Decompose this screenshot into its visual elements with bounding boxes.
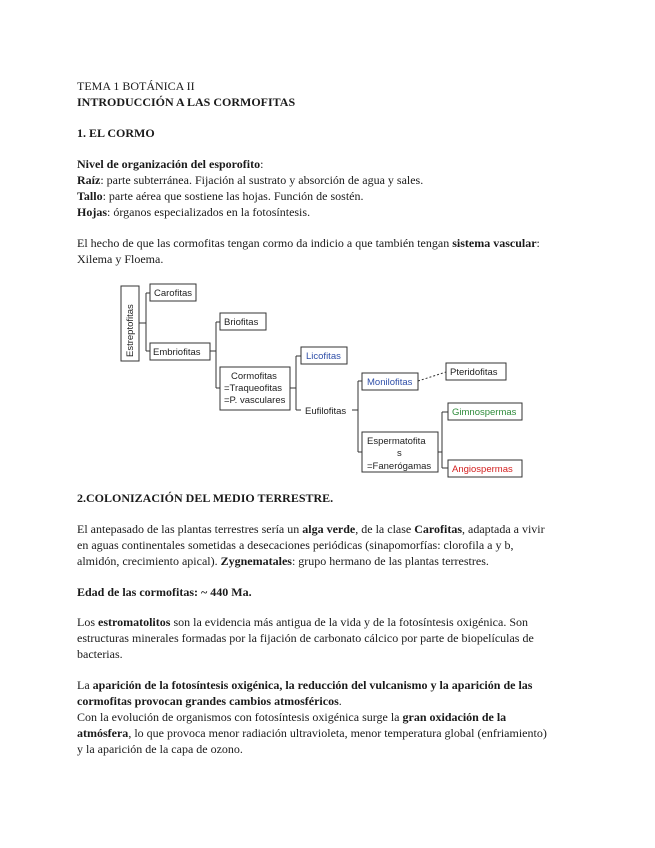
p4-line3: y la aparición de la capa de ozono. (77, 742, 243, 756)
cormofitas-label-2: =Traqueofitas (224, 383, 283, 394)
embriofitas-label: Embriofitas (153, 347, 201, 358)
p1-line2: en aguas continentales sometidas a desecaciones periódicas (sinapomorfías: clorofila a y b, (77, 538, 514, 552)
p2-c: son la evidencia más antigua de la vida y de la fotosíntesis oxigénica. Son (170, 615, 529, 629)
p4-line2-b: atmósfera (77, 726, 129, 740)
section-1-heading: 1. EL CORMO (77, 126, 155, 140)
p2-line1 (77, 614, 528, 630)
carofitas-label: Carofitas (154, 288, 193, 299)
p4-line1 (77, 709, 506, 725)
raiz-label: Raíz (77, 173, 101, 187)
tallo-text: : parte aérea que sostiene las hojas. Función de sostén. (102, 189, 364, 203)
p1-line1 (77, 521, 545, 537)
p1-line3-c: : grupo hermano de las plantas terrestres. (291, 554, 489, 568)
p3-line1 (77, 677, 532, 693)
espermatofitas-label-3: =Fanerógamas (367, 461, 432, 472)
tallo-label: Tallo (77, 189, 103, 203)
espermatofitas-label-2: s (397, 448, 402, 459)
angiospermas-label: Angiospermas (452, 464, 513, 475)
p1-c: , de la clase (355, 522, 415, 536)
p1-line3-a: almidón, crecimiento apical). (77, 554, 221, 568)
cormofitas-label-3: =P. vasculares (224, 395, 286, 406)
cormofitas-label-1: Cormofitas (231, 371, 277, 382)
p4-line2 (77, 725, 547, 741)
gimnospermas-label: Gimnospermas (452, 407, 517, 418)
para1-bold: sistema vascular (452, 236, 537, 250)
p1-d: Carofitas (414, 522, 462, 536)
espermatofitas-label-1: Espermatofita (367, 436, 426, 447)
p1-line3 (77, 553, 489, 569)
p4-line2-c: , lo que provoca menor radiación ultravioleta, menor temperatura global (enfriamiento) (128, 726, 547, 740)
p1-line3-b: Zygnematales (220, 554, 292, 568)
p3-line2 (77, 693, 342, 709)
raiz-text: : parte subterránea. Fijación al sustrato y absorción de agua y sales. (100, 173, 424, 187)
p1-b: alga verde (302, 522, 356, 536)
p3-a: La (77, 678, 93, 692)
page-title: INTRODUCCIÓN A LAS CORMOFITAS (77, 95, 296, 109)
p2-a: Los (77, 615, 98, 629)
p1-a: El antepasado de las plantas terrestres sería un (77, 522, 303, 536)
course-title: TEMA 1 BOTÁNICA II (77, 79, 195, 93)
edad-line: Edad de las cormofitas: ~ 440 Ma. (77, 585, 252, 599)
p3-line2-c: . (338, 694, 342, 708)
p2-b: estromatolitos (98, 615, 171, 629)
nivel-label: Nivel de organización del esporofito (77, 157, 261, 171)
licofitas-label: Licofitas (306, 351, 341, 362)
p3-line2-b: cormofitas provocan grandes cambios atmosféricos (77, 694, 339, 708)
p2-line3: bacterias. (77, 647, 123, 661)
p4-b: gran oxidación de la (402, 710, 507, 724)
p2-line2: estructuras minerales formadas por la fijación de carbonato cálcico por parte de biopelículas de (77, 631, 534, 645)
briofitas-label: Briofitas (224, 317, 259, 328)
p1-e: , adaptada a vivir (462, 522, 545, 536)
hojas-text: : órganos especializados en la fotosíntesis. (107, 205, 311, 219)
p4-a: Con la evolución de organismos con fotosíntesis oxigénica surge la (77, 710, 403, 724)
para1-text: El hecho de que las cormofitas tengan cormo da indicio a que también tengan (77, 236, 453, 250)
eufilofitas-label: Eufilofitas (305, 406, 347, 417)
nivel-colon: : (260, 157, 264, 171)
paragraph-cormo-line2: Xilema y Floema. (77, 252, 164, 266)
p3-b: aparición de la fotosíntesis oxigénica, la reducción del vulcanismo y la aparición de las (92, 678, 533, 692)
monilofitas-label: Monilofitas (367, 377, 413, 388)
hojas-label: Hojas (77, 205, 107, 219)
pteridofitas-label: Pteridofitas (450, 367, 498, 378)
section-2-heading: 2.COLONIZACIÓN DEL MEDIO TERRESTRE. (77, 491, 334, 505)
para1-end: : (536, 236, 540, 250)
root-label: Estreptofitas (125, 304, 136, 357)
